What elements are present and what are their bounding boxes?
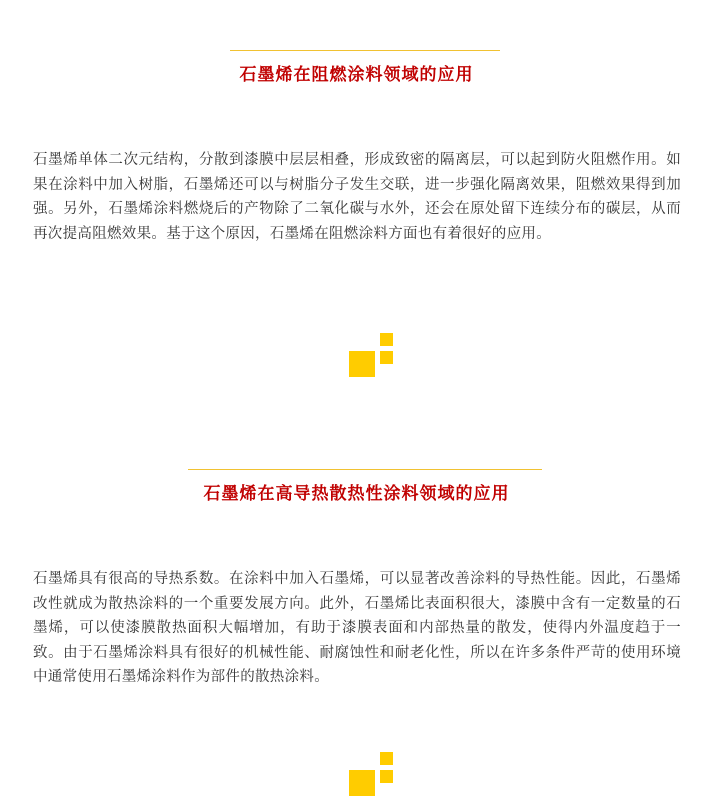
section-title: 石墨烯在阻燃涂料领域的应用 bbox=[239, 65, 474, 85]
section-paragraph: 石墨烯具有很高的导热系数。在涂料中加入石墨烯，可以显著改善涂料的导热性能。因此，石墨烯改性就成为散热涂料的一个重要发展方向。此外，石墨烯比表面积很大，漆膜中含有一定数量的石墨烯，可以使漆膜散热面积大幅增加，有助于漆膜表面和内部热量的散发，使得内外温度趋于一致。由于石墨烯涂料具有很好的机械性能、耐腐蚀性和耐老化性，所以在许多条件严苛的使用环境中通常使用石墨烯涂料作为部件的散热涂料。 bbox=[33, 571, 681, 685]
title-rule bbox=[230, 50, 500, 51]
section-paragraph: 石墨烯单体二次元结构，分散到漆膜中层层相叠，形成致密的隔离层，可以起到防火阻燃作用。如果在涂料中加入树脂，石墨烯还可以与树脂分子发生交联，进一步强化隔离效果，阻燃效果得到加强。另外，石墨烯涂料燃烧后的产物除了二氧化碳与水外，还会在原处留下连续分布的碳层，从而再次提高阻燃效果。基于这个原因，石墨烯在阻燃涂料方面也有着很好的应用。 bbox=[33, 152, 681, 242]
square-cluster-icon bbox=[349, 333, 395, 377]
title-rule bbox=[188, 469, 542, 470]
section-title: 石墨烯在高导热散热性涂料领域的应用 bbox=[203, 484, 510, 504]
square-cluster-icon bbox=[349, 752, 395, 796]
